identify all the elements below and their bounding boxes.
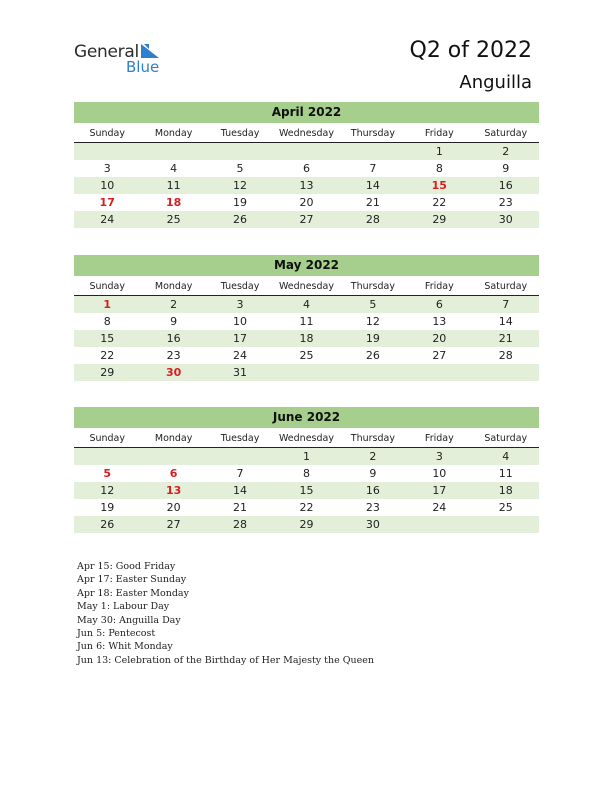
week-row xyxy=(74,482,539,499)
weekday-label: Friday xyxy=(424,281,454,292)
date-cell: 31 xyxy=(233,366,248,379)
date-cell: 29 xyxy=(100,366,115,379)
week-row xyxy=(74,499,539,516)
month-title: April 2022 xyxy=(74,102,539,123)
holiday-note: Jun 13: Celebration of the Birthday of Her Majesty the Queen xyxy=(77,654,374,666)
date-cell: 9 xyxy=(369,467,377,480)
date-cell: 14 xyxy=(365,179,380,192)
holiday-date-cell: 13 xyxy=(165,484,182,497)
weekday-label: Tuesday xyxy=(220,433,260,444)
date-cell: 22 xyxy=(299,501,314,514)
date-cell: 17 xyxy=(233,332,248,345)
date-cell: 9 xyxy=(502,162,510,175)
date-cell xyxy=(340,364,406,381)
weekday-label: Thursday xyxy=(350,433,395,444)
date-cell: 26 xyxy=(100,518,115,531)
date-cell: 2 xyxy=(369,450,377,463)
date-cell: 1 xyxy=(435,145,443,158)
weekday-label: Saturday xyxy=(484,281,528,292)
date-cell xyxy=(207,448,273,465)
page-subtitle: Anguilla xyxy=(459,72,532,93)
date-cell: 19 xyxy=(365,332,380,345)
date-cell xyxy=(273,364,339,381)
date-cell: 8 xyxy=(302,467,310,480)
month-calendar xyxy=(74,102,539,228)
date-cell: 1 xyxy=(302,450,310,463)
date-cell: 18 xyxy=(299,332,314,345)
date-cell: 27 xyxy=(432,349,447,362)
date-cell xyxy=(340,143,406,160)
week-row xyxy=(74,211,539,228)
date-cell xyxy=(74,143,140,160)
date-cell: 27 xyxy=(166,518,181,531)
weekday-label: Monday xyxy=(154,281,193,292)
holiday-note: Jun 5: Pentecost xyxy=(77,628,156,640)
date-cell: 20 xyxy=(166,501,181,514)
week-row xyxy=(74,347,539,364)
date-cell: 24 xyxy=(100,213,115,226)
weekday-label: Tuesday xyxy=(220,128,260,139)
date-cell: 15 xyxy=(100,332,115,345)
date-cell: 22 xyxy=(100,349,115,362)
weekday-label: Wednesday xyxy=(278,281,334,292)
date-cell: 14 xyxy=(233,484,248,497)
date-cell: 24 xyxy=(233,349,248,362)
weekday-label: Thursday xyxy=(350,281,395,292)
date-cell: 20 xyxy=(432,332,447,345)
date-cell: 29 xyxy=(432,213,447,226)
date-cell: 3 xyxy=(435,450,443,463)
weekday-label: Sunday xyxy=(89,433,125,444)
date-cell: 5 xyxy=(236,162,244,175)
week-row xyxy=(74,330,539,347)
month-calendar xyxy=(74,407,539,533)
date-cell: 30 xyxy=(498,213,513,226)
date-cell: 6 xyxy=(302,162,310,175)
week-row xyxy=(74,143,539,160)
date-cell: 21 xyxy=(233,501,248,514)
date-cell: 4 xyxy=(170,162,178,175)
week-row xyxy=(74,516,539,533)
weekday-header-row xyxy=(74,125,539,143)
date-cell: 3 xyxy=(103,162,111,175)
week-row xyxy=(74,448,539,465)
holiday-note: May 1: Labour Day xyxy=(77,601,170,613)
weekday-label: Monday xyxy=(154,128,193,139)
date-cell xyxy=(473,364,539,381)
date-cell: 16 xyxy=(498,179,513,192)
weekday-label: Saturday xyxy=(484,433,528,444)
week-row xyxy=(74,296,539,313)
page-title: Q2 of 2022 xyxy=(409,38,532,63)
month-calendar xyxy=(74,255,539,381)
date-cell xyxy=(273,143,339,160)
date-cell: 9 xyxy=(170,315,178,328)
weekday-header-row xyxy=(74,278,539,296)
holiday-date-cell: 30 xyxy=(165,366,182,379)
date-cell: 11 xyxy=(498,467,513,480)
date-cell: 27 xyxy=(299,213,314,226)
holiday-notes xyxy=(77,560,377,667)
week-row xyxy=(74,160,539,177)
date-cell: 10 xyxy=(432,467,447,480)
date-cell: 7 xyxy=(502,298,510,311)
date-cell: 22 xyxy=(432,196,447,209)
date-cell: 8 xyxy=(435,162,443,175)
date-cell xyxy=(140,143,206,160)
date-cell: 7 xyxy=(369,162,377,175)
date-cell: 29 xyxy=(299,518,314,531)
week-row xyxy=(74,364,539,381)
weekday-label: Sunday xyxy=(89,281,125,292)
date-cell: 23 xyxy=(166,349,181,362)
logo-text-blue: Blue xyxy=(126,58,160,76)
date-cell: 21 xyxy=(498,332,513,345)
date-cell: 10 xyxy=(100,179,115,192)
weekday-label: Sunday xyxy=(89,128,125,139)
date-cell: 15 xyxy=(299,484,314,497)
week-row xyxy=(74,177,539,194)
date-cell: 24 xyxy=(432,501,447,514)
date-cell: 11 xyxy=(299,315,314,328)
holiday-date-cell: 17 xyxy=(99,196,115,209)
week-row xyxy=(74,313,539,330)
date-cell xyxy=(207,143,273,160)
date-cell: 11 xyxy=(166,179,181,192)
date-cell: 20 xyxy=(299,196,314,209)
date-cell: 30 xyxy=(365,518,380,531)
date-cell: 10 xyxy=(233,315,248,328)
date-cell: 19 xyxy=(100,501,115,514)
date-cell: 5 xyxy=(369,298,377,311)
date-cell xyxy=(74,448,140,465)
date-cell: 23 xyxy=(498,196,513,209)
date-cell xyxy=(406,516,472,533)
date-cell: 21 xyxy=(365,196,380,209)
date-cell: 28 xyxy=(365,213,380,226)
weekday-label: Monday xyxy=(154,433,193,444)
date-cell: 2 xyxy=(170,298,178,311)
weekday-label: Friday xyxy=(424,433,454,444)
weekday-label: Wednesday xyxy=(278,128,334,139)
holiday-note: Jun 6: Whit Monday xyxy=(77,641,173,653)
date-cell: 26 xyxy=(365,349,380,362)
holiday-date-cell: 18 xyxy=(165,196,182,209)
date-cell: 25 xyxy=(498,501,513,514)
date-cell: 4 xyxy=(302,298,310,311)
date-cell xyxy=(473,516,539,533)
weekday-label: Saturday xyxy=(484,128,528,139)
date-cell: 16 xyxy=(166,332,181,345)
month-title: June 2022 xyxy=(74,407,539,428)
month-title: May 2022 xyxy=(74,255,539,276)
holiday-note: Apr 15: Good Friday xyxy=(77,561,176,572)
holiday-date-cell: 15 xyxy=(431,179,447,192)
weekday-header-row xyxy=(74,430,539,448)
date-cell xyxy=(406,364,472,381)
date-cell: 25 xyxy=(166,213,181,226)
holiday-date-cell: 1 xyxy=(103,298,112,311)
weekday-label: Wednesday xyxy=(278,433,334,444)
holiday-date-cell: 5 xyxy=(103,467,112,480)
holiday-note: Apr 18: Easter Monday xyxy=(77,587,189,599)
date-cell: 4 xyxy=(502,450,510,463)
holiday-note: Apr 17: Easter Sunday xyxy=(77,574,187,586)
holiday-note: May 30: Anguilla Day xyxy=(77,614,181,626)
week-row xyxy=(74,194,539,211)
date-cell: 28 xyxy=(233,518,248,531)
date-cell: 2 xyxy=(502,145,510,158)
date-cell: 6 xyxy=(435,298,443,311)
weekday-label: Friday xyxy=(424,128,454,139)
date-cell: 25 xyxy=(299,349,314,362)
date-cell: 12 xyxy=(100,484,115,497)
weekday-label: Thursday xyxy=(350,128,395,139)
week-row xyxy=(74,465,539,482)
date-cell: 13 xyxy=(432,315,447,328)
date-cell: 8 xyxy=(103,315,111,328)
date-cell: 28 xyxy=(498,349,513,362)
logo-text-general: General xyxy=(74,42,139,62)
date-cell: 18 xyxy=(498,484,513,497)
weekday-label: Tuesday xyxy=(220,281,260,292)
date-cell: 16 xyxy=(365,484,380,497)
date-cell: 23 xyxy=(365,501,380,514)
date-cell: 7 xyxy=(236,467,244,480)
date-cell xyxy=(140,448,206,465)
date-cell: 12 xyxy=(365,315,380,328)
date-cell: 12 xyxy=(233,179,248,192)
date-cell: 17 xyxy=(432,484,447,497)
date-cell: 19 xyxy=(233,196,248,209)
logo xyxy=(74,42,174,78)
date-cell: 14 xyxy=(498,315,513,328)
date-cell: 3 xyxy=(236,298,244,311)
date-cell: 26 xyxy=(233,213,248,226)
date-cell: 13 xyxy=(299,179,314,192)
holiday-date-cell: 6 xyxy=(169,467,178,480)
